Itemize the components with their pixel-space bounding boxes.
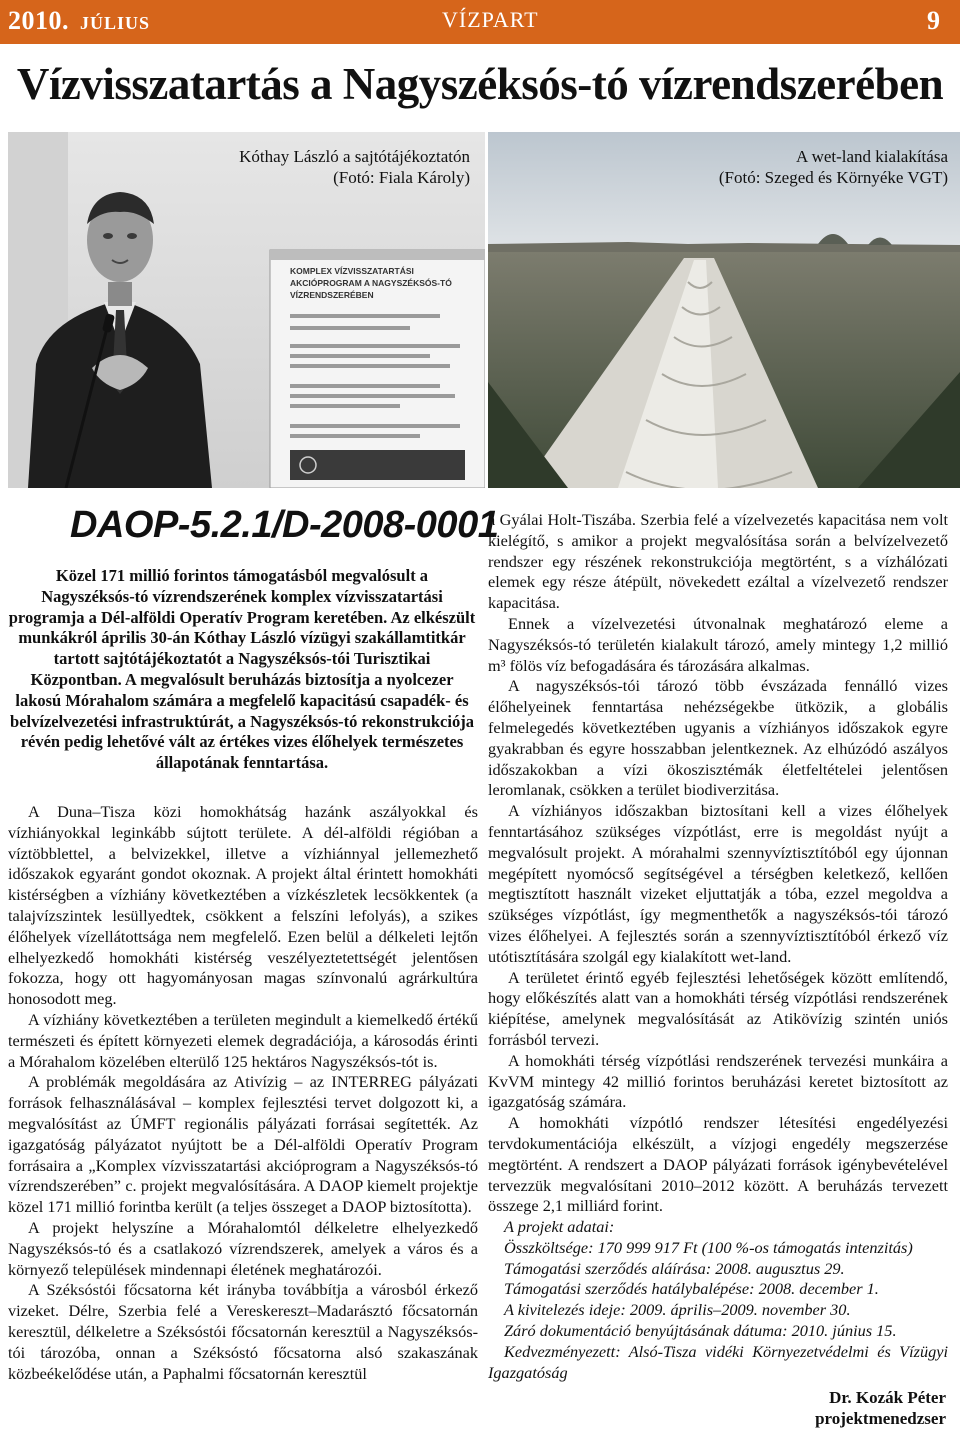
poster-title-line2: AKCIÓPROGRAM A NAGYSZÉKSÓS-TÓ — [290, 278, 452, 288]
issue-year: 2010. — [8, 6, 69, 35]
article-right-column — [488, 510, 948, 1383]
publication-name: VÍZPART — [442, 7, 539, 32]
project-data-line: A kivitelezés ideje: 2009. április–2009. november 30. — [504, 1300, 851, 1320]
project-data-heading: A projekt adatai: — [504, 1217, 615, 1237]
lead-paragraph: Közel 171 millió forintos támogatásból megvalósult a Nagyszéksós-tó vízrendszerének komplex vízvisszatartási programja a Dél-alföldi Operatív Program keretében. Az elkészült munkákról április 30-án Kóthay László vízügyi szakállamtitkár tartott sajtótájékoztatót a Nagyszéksós-tói Turisztikai Központban. A megvalósult beruházás biztosítja a nyolcezer lakosú Mórahalom számára a megfelelő kapacitású csapadék- és belvízelvezetési infrastruktúrát, a Nagyszéksós-tó rekonstrukciója révén pedig lehetővé vált az értékes vizes élőhelyek természetes állapotának fenntartása. — [8, 566, 476, 773]
body-paragraph: A Duna–Tisza közi homokhátság hazánk aszályokkal és vízhiányokkal leginkább sújtott területe. A dél-alföldi régióban a víztöbblettel, a belvizekkel, illetve a vízhiánnyal jellemezhető időszakok egyaránt gondot okoznak. A projekt által érintett homokháti kistérségben a vízhiány következtében a vízkészletek lecsökkentek (a talajvízszintek lesüllyedtek, csökkent a felszíni lefolyás), a szikes élőhelyek vízellátottsága nem megfelelő. Ezen belül a délkeleti lejtőn elhelyezkedő homokháti kistérség veszélyeztetettségét jelentősen fokozza, hogy ott hagyományosan magas színvonalú agrárkultúra honosodott meg. — [8, 802, 478, 1009]
body-paragraph: A területet érintő egyéb fejlesztési lehetőségek között említendő, hogy előkészítés alatt van a homokháti térség vízpótlási rendszerének kiépítése, amelynek megvalósítását az Atikövízig szintén uniós forrásból tervezi. — [488, 967, 948, 1049]
project-data-line: Záró dokumentáció benyújtásának dátuma: 2010. június 15. — [504, 1321, 897, 1341]
lead-summary — [8, 566, 476, 774]
wetland-caption-line2: (Fotó: Szeged és Környéke VGT) — [718, 168, 948, 187]
body-paragraph: A homokháti térség vízpótlási rendszerének tervezési munkáira a KvVM mintegy 42 millió forintos beruházási keretet biztosított az igazgatóság számára. — [488, 1050, 948, 1112]
project-data-line: Összköltsége: 170 999 917 Ft (100 %-os támogatás intenzitás) — [504, 1237, 913, 1257]
body-paragraph: a Gyálai Holt-Tiszába. Szerbia felé a vízelvezetés kapacitása nem volt kielégítő, s amikor a projekt megvalósítása során a belvízelvezető rendszer egy részének rekonstrukciója megtörtént, s a vízhálózati elemek egy része átépült, növekedett ezáltal a vízelvezető rendszer kapacitása. — [488, 510, 948, 613]
page-header-bar — [0, 0, 960, 44]
body-paragraph: A problémák megoldására az Ativízig – az INTERREG pályázati források felhasználásával – komplex fejlesztési tervet dolgozott ki, a megvalósítást az ÚMFT regionális pályázati forrásai segítették. Az igazgatóság pályázatot nyújtott be a Dél-alföldi Operatív Program forrásaira a „Komplex vízvisszatartási akcióprogram a Nagyszéksós-tó vízrendszerében” c. projekt megvalósítására. A DAOP kiemelt projektje közel 171 millió forintba került (a teljes összeget a DAOP biztosította). — [8, 1072, 478, 1217]
author-signature — [815, 1387, 946, 1429]
body-paragraph: A vízhiány következtében a területen megindult a kiemelkedő értékű természeti és épített környezeti elemek degradációja, a károsodás érinti a Mórahalom közelében elterülő 125 hektáros Nagyszéksós-tót is. — [8, 1009, 478, 1071]
issue-date — [8, 6, 150, 36]
project-data-line: Támogatási szerződés aláírása: 2008. augusztus 29. — [504, 1258, 845, 1278]
body-paragraph: A homokháti vízpótló rendszer létesítési engedélyezési tervdokumentációja elkészült, a vízjogi engedély megszerzése megtörtént. A rendszert a DAOP pályázati források igénybevételével tervezzük megvalósítani 2010–2012 között. A beruházás tervezett összege 2,1 milliárd forint. — [488, 1113, 948, 1216]
speaker-caption-line1: Kóthay László a sajtótájékoztatón — [239, 147, 470, 166]
author-name: Dr. Kozák Péter — [829, 1388, 946, 1407]
project-code-title: DAOP-5.2.1/D-2008-0001 — [70, 504, 499, 546]
body-paragraph: A nagyszéksós-tói tározó több évszázada fennálló vizes élőhelyeinek fenntartása nehézségekbe ütközik, a globális felmelegedés következtében ugyanis a vízhiányos időszakok egyre gyakrabban és egyre hosszabban jelentkeznek. Az elhúzódó aszályos időszakokban a vízi ökoszisztémák életfeltételei jelentősen leromlanak, csökken a terület biodiverzitása. — [488, 676, 948, 800]
body-paragraph: A projekt helyszíne a Mórahalomtól délkeletre elhelyezkedő Nagyszéksós-tó és a csatlakozó vízrendszerek, amelyek a város és a környező települések mindennapi életének meghatározói. — [8, 1217, 478, 1279]
project-data-block — [488, 1217, 948, 1383]
article-left-column — [8, 802, 478, 1384]
speaker-caption-line2: (Fotó: Fiala Károly) — [333, 168, 470, 187]
article-headline: Vízvisszatartás a Nagyszéksós-tó vízrendszerében — [16, 59, 944, 109]
author-title: projektmenedzser — [815, 1409, 946, 1428]
body-paragraph: A Széksóstói főcsatorna két irányba továbbítja a városból érkező vizeket. Délre, Szerbia felé a Vereskereszt–Madarásztó főcsatornán keresztül, délkeletre a Széksóstói főcsatornán keresztül a Nagyszéksós-tói tározóba, onnan a Széksóstó főcsatorna alsó szakaszának közbeékelődése után, a Paphalmi főcsatornán keresztül — [8, 1280, 478, 1383]
wetland-caption-line1: A wet-land kialakítása — [795, 147, 948, 166]
wetland-photo-caption — [719, 146, 948, 188]
body-paragraph: A vízhiányos időszakban biztosítani kell a vizes élőhelyek fenntartásához szükséges vízpótlást, erre is megoldást nyújt a megvalósult projekt. A mórahalmi szennyvíztisztítóból egy újonnan megépített nyomócső segítségével a térségben keletkező, kellően megtisztított használt vizeket eljuttatják a tóba, ezzel megoldva a szükséges vízpótlást, így megmenthetők a nagyszéksós-tói tározó vizes élőhelyei. A fejlesztés során a szennyvíztisztítóból érkező víz utótisztítására szolgál egy kialakított wet-land. — [488, 801, 948, 966]
poster-title-line1: KOMPLEX VÍZVISSZATARTÁSI — [290, 266, 414, 276]
project-data-line: Támogatási szerződés hatálybalépése: 2008. december 1. — [504, 1279, 879, 1299]
body-paragraph: Ennek a vízelvezetési útvonalnak meghatározó eleme a Nagyszéksós-tó területén kialakult tározó, amely mintegy 1,2 millió m³ fölös víz befogadására és tározására alkalmas. — [488, 613, 948, 675]
issue-month: JÚLIUS — [80, 13, 151, 33]
poster-title-line3: VÍZRENDSZERÉBEN — [290, 290, 374, 300]
page-number: 9 — [927, 6, 940, 35]
project-beneficiary: Kedvezményezett: Alsó-Tisza vidéki Környezetvédelmi és Vízügyi Igazgatóság — [488, 1341, 948, 1382]
speaker-photo-caption — [239, 146, 470, 188]
